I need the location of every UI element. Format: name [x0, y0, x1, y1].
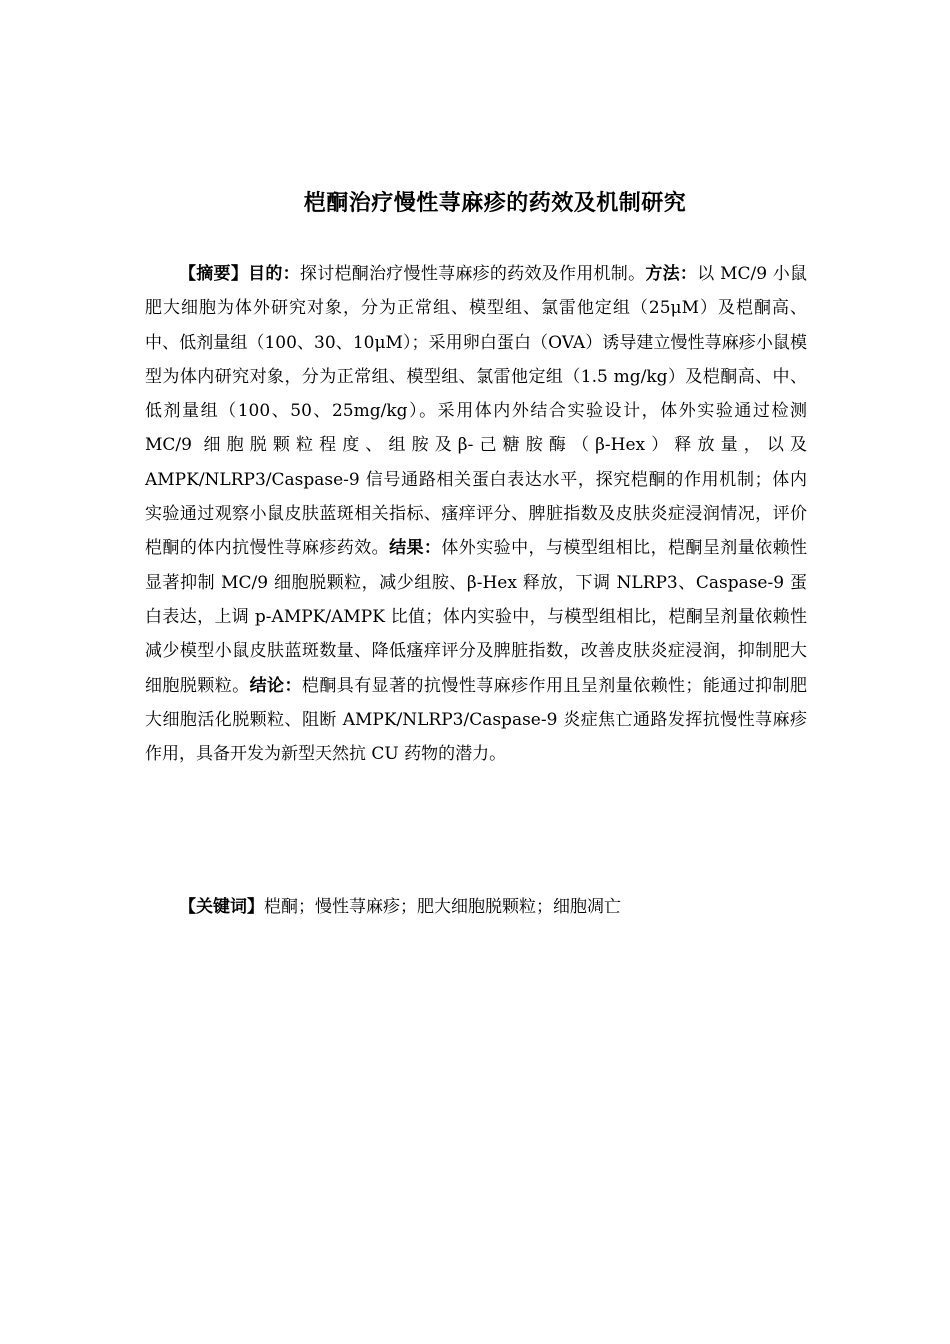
objective-label: 目的： [248, 264, 300, 284]
conclusion-text: 桤酮具有显著的抗慢性荨麻疹作用且呈剂量依赖性；能通过抑制肥大细胞活化脱颗粒、阻断 AMPK/NLRP3/Caspase-9 炎症焦亡通路发挥抗慢性荨麻疹作用，具备开发为新型天然抗 CU 药物的潜力。 [145, 675, 808, 765]
keywords-paragraph [179, 893, 807, 921]
keywords-label: 【关键词】 [179, 897, 264, 917]
objective-text: 探讨桤酮治疗慢性荨麻疹的药效及作用机制。 [299, 264, 646, 284]
keywords-text: 桤酮；慢性荨麻疹；肥大细胞脱颗粒；细胞凋亡 [264, 897, 621, 917]
results-label: 结果： [389, 538, 442, 559]
abstract-paragraph [145, 257, 807, 771]
paper-title: 桤酮治疗慢性荨麻疹的药效及机制研究 [303, 191, 687, 216]
conclusion-label: 结论： [249, 675, 302, 696]
methods-label: 方法： [645, 264, 698, 284]
results-text: 体外实验中，与模型组相比，桤酮呈剂量依赖性显著抑制 MC/9 细胞脱颗粒，减少组胺、β-Hex 释放，下调 NLRP3、Caspase-9 蛋白表达，上调 p-AMPK/AMPK 比值；体内实验中，与模型组相比，桤酮呈剂量依赖性减少模型小鼠皮肤蓝斑数量、降低瘙痒评分及脾脏指数，改善皮肤炎症浸润，抑制肥大细胞脱颗粒。 [145, 538, 808, 696]
abstract-label: 【摘要】 [179, 264, 249, 284]
methods-text: 以 MC/9 小鼠肥大细胞为体外研究对象，分为正常组、模型组、氯雷他定组（25μM）及桤酮高、中、低剂量组（100、30、10μM）；采用卵白蛋白（OVA）诱导建立慢性荨麻疹小鼠模型为体内研究对象，分为正常组、模型组、氯雷他定组（1.5 mg/kg）及桤酮高、中、低剂量组（100、50、25mg/kg）。采用体内外结合实验设计，体外实验通过检测 MC/9 细胞脱颗粒程度、组胺及β-己糖胺酶（β-Hex）释放量，以及 AMPK/NLRP3/Caspase-9 信号通路相关蛋白表达水平，探究桤酮的作用机制；体内实验通过观察小鼠皮肤蓝斑相关指标、瘙痒评分、脾脏指数及皮肤炎症浸润情况，评价桤酮的体内抗慢性荨麻疹药效。 [145, 264, 808, 559]
